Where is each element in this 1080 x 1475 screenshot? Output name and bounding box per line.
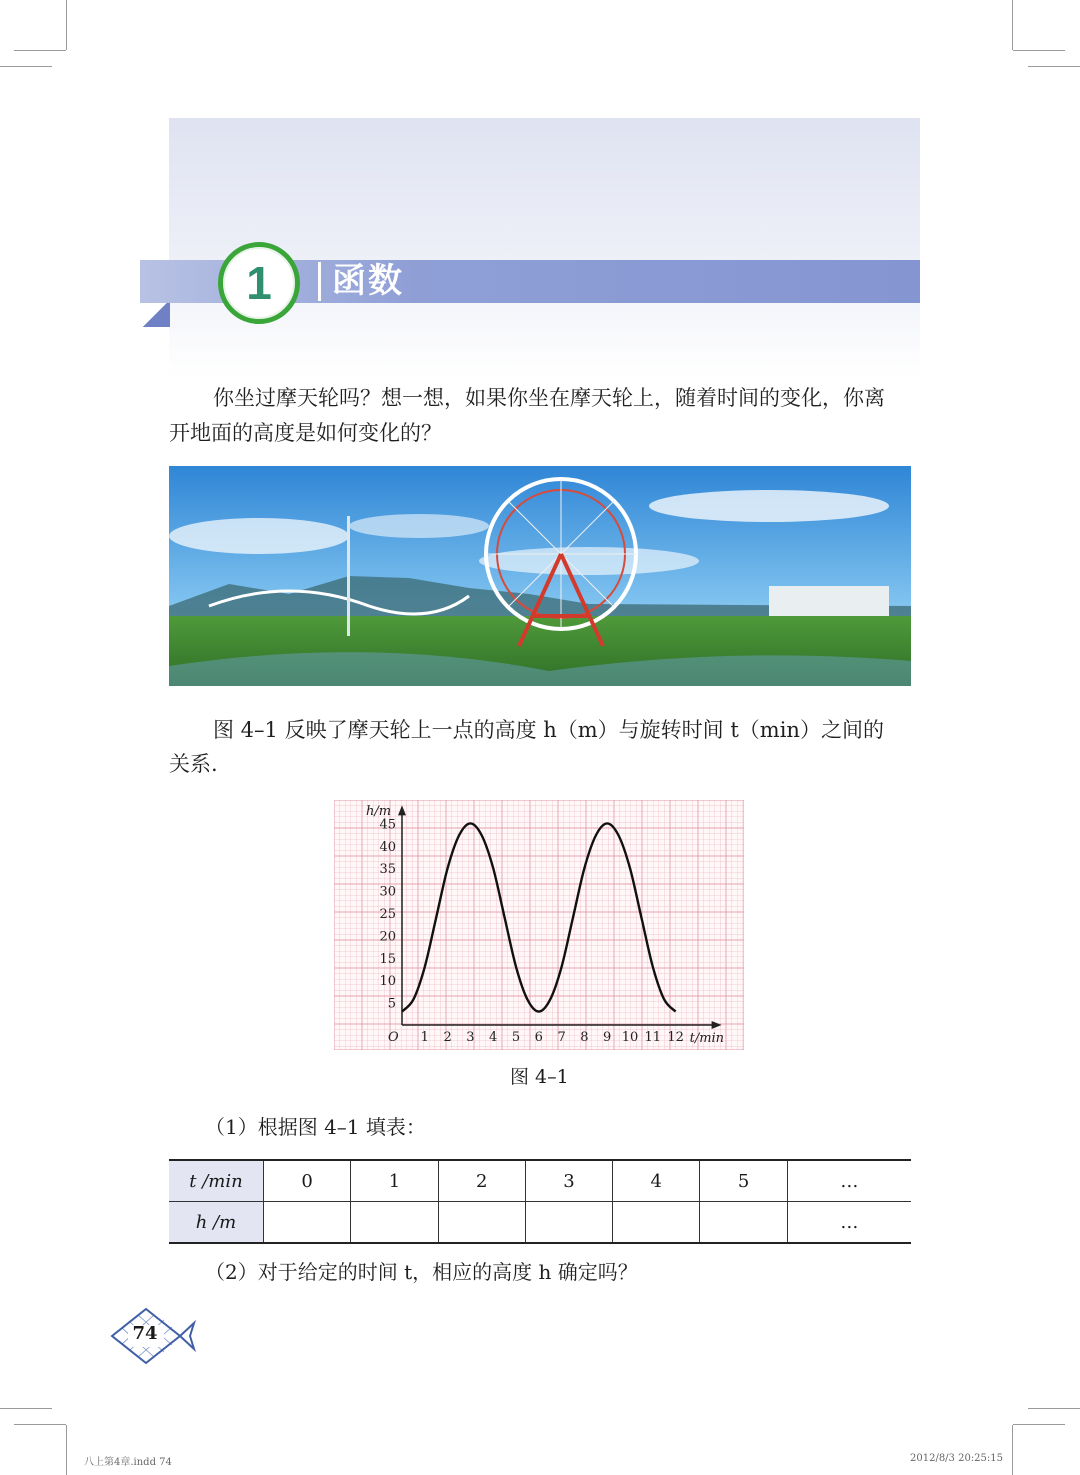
y-tick-label: 30 (379, 884, 396, 900)
y-tick-label: 10 (379, 974, 396, 990)
x-tick-label: 12 (667, 1030, 684, 1045)
crop-mark (1028, 66, 1080, 67)
table-row-time (169, 1160, 911, 1202)
intro-line-1: 你坐过摩天轮吗？想一想，如果你坐在摩天轮上，随着时间的变化，你离 (213, 386, 885, 410)
table-header-time: t /min (169, 1160, 264, 1202)
x-axis-label: t/min (689, 1031, 725, 1046)
title-bar-fold (140, 303, 170, 327)
table-row-height (169, 1202, 911, 1244)
y-tick-label: 5 (387, 996, 396, 1012)
crop-mark (14, 1424, 66, 1425)
table-cell (525, 1202, 612, 1244)
height-time-chart (334, 800, 744, 1050)
footer-file-info: 八上第4章.indd 74 (84, 1457, 172, 1468)
x-tick-label: 11 (644, 1030, 662, 1045)
table-cell (438, 1202, 525, 1244)
x-tick-label: 4 (489, 1030, 498, 1045)
table-cell (700, 1202, 787, 1244)
crop-mark (0, 1408, 52, 1409)
table-cell (613, 1202, 700, 1244)
x-tick-label: 5 (511, 1030, 521, 1045)
chart-svg (334, 800, 744, 1050)
section-title: 函数 (332, 261, 404, 301)
data-table (169, 1159, 911, 1244)
footer-timestamp: 2012/8/3 20:25:15 (910, 1453, 1004, 1464)
ferris-wheel-photo (169, 466, 911, 686)
table-cell: … (787, 1202, 911, 1244)
x-tick-label: 3 (466, 1030, 475, 1045)
crop-mark (0, 66, 52, 67)
crop-mark (66, 1425, 67, 1475)
table-cell: 5 (700, 1160, 787, 1202)
x-tick-label: 8 (580, 1030, 589, 1045)
crop-mark (1013, 50, 1065, 51)
table-cell (264, 1202, 351, 1244)
crop-mark (1012, 0, 1013, 50)
ferris-wheel-illustration (169, 466, 911, 686)
intro-line-2: 开地面的高度是如何变化的？ (169, 421, 442, 445)
table-cell: 0 (264, 1160, 351, 1202)
x-tick-label: 6 (534, 1030, 543, 1045)
x-tick-label: 2 (443, 1030, 452, 1045)
figure-caption: 图 4–1 (510, 1066, 569, 1088)
figure-intro-line-2: 关系. (169, 752, 218, 776)
section-number-badge: 1 (218, 242, 300, 324)
y-axis-label: h/m (366, 804, 392, 819)
x-tick-label: 10 (621, 1030, 639, 1045)
table-cell: 1 (351, 1160, 438, 1202)
table-cell: 4 (613, 1160, 700, 1202)
y-tick-label: 35 (379, 862, 396, 878)
table-cell: 3 (525, 1160, 612, 1202)
crop-mark (66, 0, 67, 50)
title-separator (318, 262, 321, 301)
y-tick-label: 25 (379, 907, 396, 922)
y-tick-label: 40 (379, 839, 396, 855)
origin-label: O (388, 1030, 399, 1045)
crop-mark (1012, 1425, 1013, 1475)
x-tick-label: 1 (420, 1030, 429, 1045)
figure-intro-line-1: 图 4–1 反映了摩天轮上一点的高度 h（m）与旋转时间 t（min）之间的 (213, 718, 884, 742)
question-1: （1）根据图 4–1 填表： (205, 1115, 426, 1139)
x-tick-label: 9 (603, 1030, 612, 1045)
table-header-height: h /m (169, 1202, 264, 1244)
question-2: （2）对于给定的时间 t，相应的高度 h 确定吗？ (205, 1260, 638, 1284)
table-cell (351, 1202, 438, 1244)
crop-mark (1028, 1408, 1080, 1409)
table-cell: 2 (438, 1160, 525, 1202)
y-tick-label: 15 (379, 951, 396, 967)
crop-mark (14, 50, 66, 51)
table-cell: … (787, 1160, 911, 1202)
y-tick-label: 20 (379, 929, 396, 945)
y-tick-label: 45 (379, 817, 396, 833)
x-tick-label: 7 (557, 1030, 566, 1045)
crop-mark (1013, 1424, 1065, 1425)
page-number: 74 (132, 1323, 158, 1344)
